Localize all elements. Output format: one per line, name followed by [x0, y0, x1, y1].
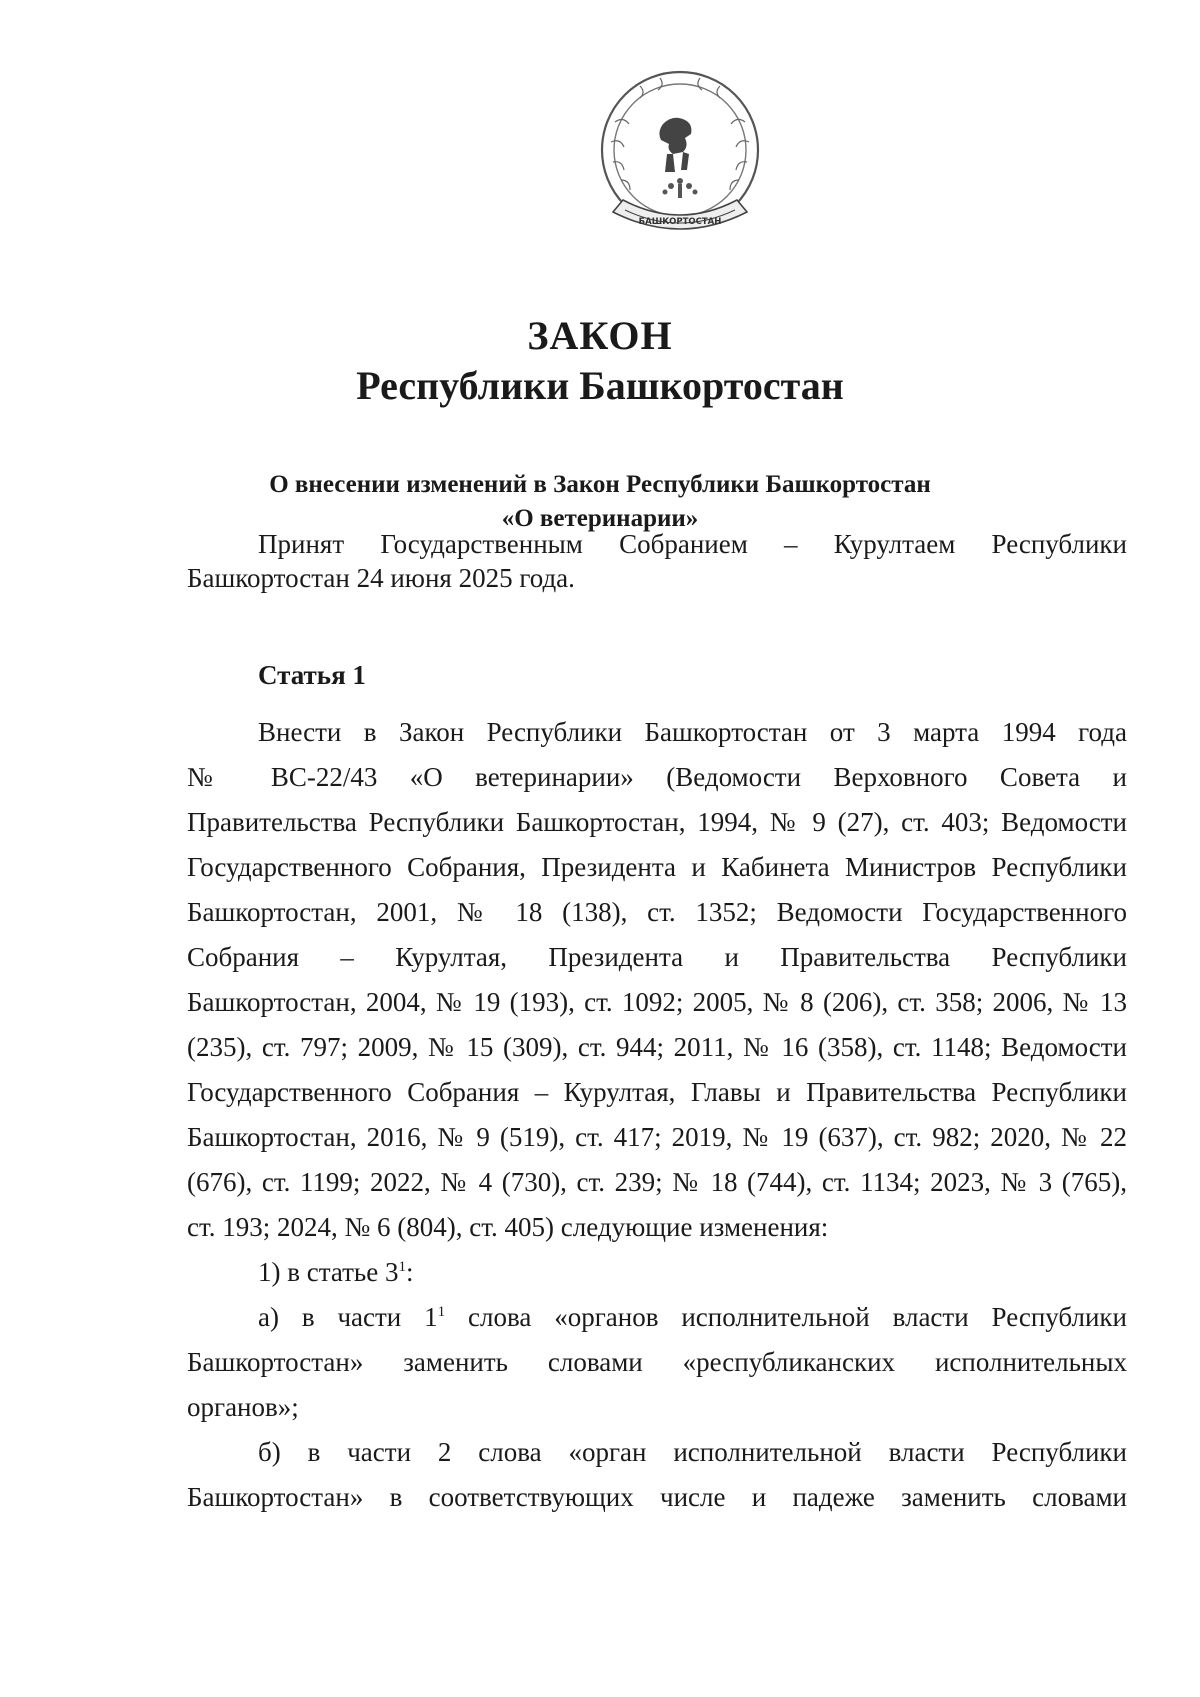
- item-1b-line1: б) в части 2 слова «орган исполнительной власти Республики: [258, 1437, 1127, 1467]
- adopted-line1: Принят Государственным Собранием – Курултаем Республики: [258, 529, 1127, 559]
- article-1-line: ст. 193; 2024, № 6 (804), ст. 405) следующие изменения:: [187, 1212, 829, 1242]
- article-1-heading: Статья 1: [258, 660, 366, 690]
- item-1-sup: 1: [398, 1259, 406, 1275]
- article-1-line: Правительства Республики Башкортостан, 1994, № 9 (27), ст. 403; Ведомости: [187, 807, 1127, 837]
- article-1-line: Собрания – Курултая, Президента и Правительства Республики: [187, 942, 1127, 972]
- article-1-line: Государственного Собрания, Президента и Кабинета Министров Республики: [187, 852, 1127, 882]
- law-title: ЗАКОН: [527, 313, 673, 358]
- item-1a-line1: [258, 1293, 1127, 1342]
- item-1: [258, 1248, 1127, 1297]
- article-1-line: (235), ст. 797; 2009, № 15 (309), ст. 944; 2011, № 16 (358), ст. 1148; Ведомости: [187, 1032, 1127, 1062]
- article-1-line: Башкортостан, 2001, № 18 (138), ст. 1352; Ведомости Государственного: [187, 897, 1127, 927]
- law-subject-line1: О внесении изменений в Закон Республики Башкортостан: [269, 471, 931, 498]
- item-1a-line3: органов»;: [187, 1392, 299, 1422]
- item-1a-prefix: а) в части 1: [258, 1302, 438, 1332]
- item-1-prefix: 1) в статье 3: [258, 1257, 399, 1287]
- item-1b-line2: Башкортостан» в соответствующих числе и падеже заменить словами: [187, 1482, 1127, 1512]
- emblem-ribbon-text: БАШКОРТОСТАН: [638, 217, 722, 227]
- article-1-line: Башкортостан, 2004, № 19 (193), ст. 1092; 2005, № 8 (206), ст. 358; 2006, № 13: [187, 987, 1127, 1017]
- article-1-line: (676), ст. 1199; 2022, № 4 (730), ст. 239; № 18 (744), ст. 1134; 2023, № 3 (765),: [187, 1167, 1127, 1197]
- article-1-line: Государственного Собрания – Курултая, Главы и Правительства Республики: [187, 1077, 1127, 1107]
- item-1a-line2: Башкортостан» заменить словами «республиканских исполнительных: [187, 1347, 1127, 1377]
- item-1-suffix: :: [405, 1257, 414, 1287]
- item-1a-suffix: слова «органов исполнительной власти Республики: [445, 1302, 1127, 1332]
- article-1-line: Башкортостан, 2016, № 9 (519), ст. 417; 2019, № 19 (637), ст. 982; 2020, № 22: [187, 1122, 1127, 1152]
- item-1a-sup: 1: [437, 1304, 446, 1320]
- adopted-line2: Башкортостан 24 июня 2025 года.: [187, 563, 575, 593]
- article-1-line: Внести в Закон Республики Башкортостан от 3 марта 1994 года: [258, 717, 1127, 747]
- article-1-line: № ВС-22/43 «О ветеринарии» (Ведомости Верховного Совета и: [187, 762, 1127, 792]
- law-republic: Республики Башкортостан: [356, 363, 844, 408]
- law-subject-line2: «О ветеринарии»: [501, 505, 699, 532]
- bashkortostan-emblem-icon: [585, 62, 775, 252]
